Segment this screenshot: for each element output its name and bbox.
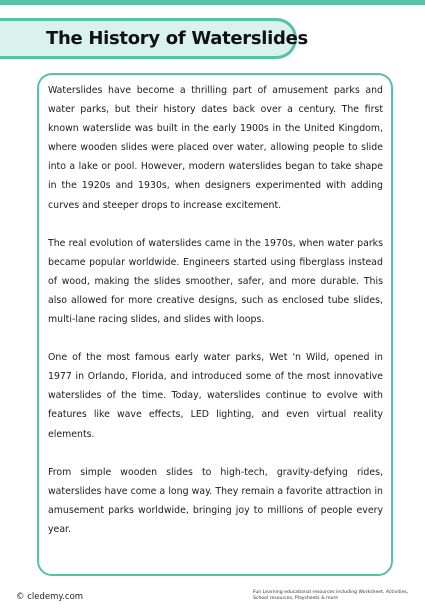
- page-title: The History of Waterslides: [46, 28, 308, 49]
- paragraph-2: The real evolution of waterslides came in the 1970s, when water parks became popular worldwide. Engineers started using fiberglass instead of wood, making the slides smoother, safer, and more durable. This also allowed for more creative designs, such as enclosed tube slides, multi-lane racing slides, and slides with loops.: [48, 237, 383, 326]
- title-banner: [0, 18, 308, 59]
- paragraph-4: From simple wooden slides to high-tech, gravity-defying rides, waterslides have come a long way. They remain a favorite attraction in amusement parks worldwide, bringing joy to millions of people every year.: [48, 466, 383, 535]
- paragraph-1: Waterslides have become a thrilling part of amusement parks and water parks, but their history dates back over a century. The first known waterslide was built in the early 1900s in the United Kingdom, where wooden slides were placed over water, allowing people to slide into a lake or pool. However, modern waterslides began to take shape in the 1920s and 1930s, when designers experimented with adding curves and steeper drops to increase excitement.: [48, 85, 383, 211]
- copyright-text: © cledemy.com: [16, 592, 84, 602]
- top-accent-bar: [0, 0, 425, 5]
- paragraph-3: One of the most famous early water parks, Wet 'n Wild, opened in 1977 in Orlando, Florida, and introduced some of the most innovative waterslides of the time. Today, waterslides continue to evolve with features like wave effects, LED lighting, and even virtual reality elements.: [48, 352, 383, 440]
- footer-tagline: Fun Learning educational resources including Worksheet, Activities, School resources, Playsheets & more: [253, 590, 409, 601]
- page-footer: [0, 590, 425, 613]
- reading-passage: [37, 73, 393, 576]
